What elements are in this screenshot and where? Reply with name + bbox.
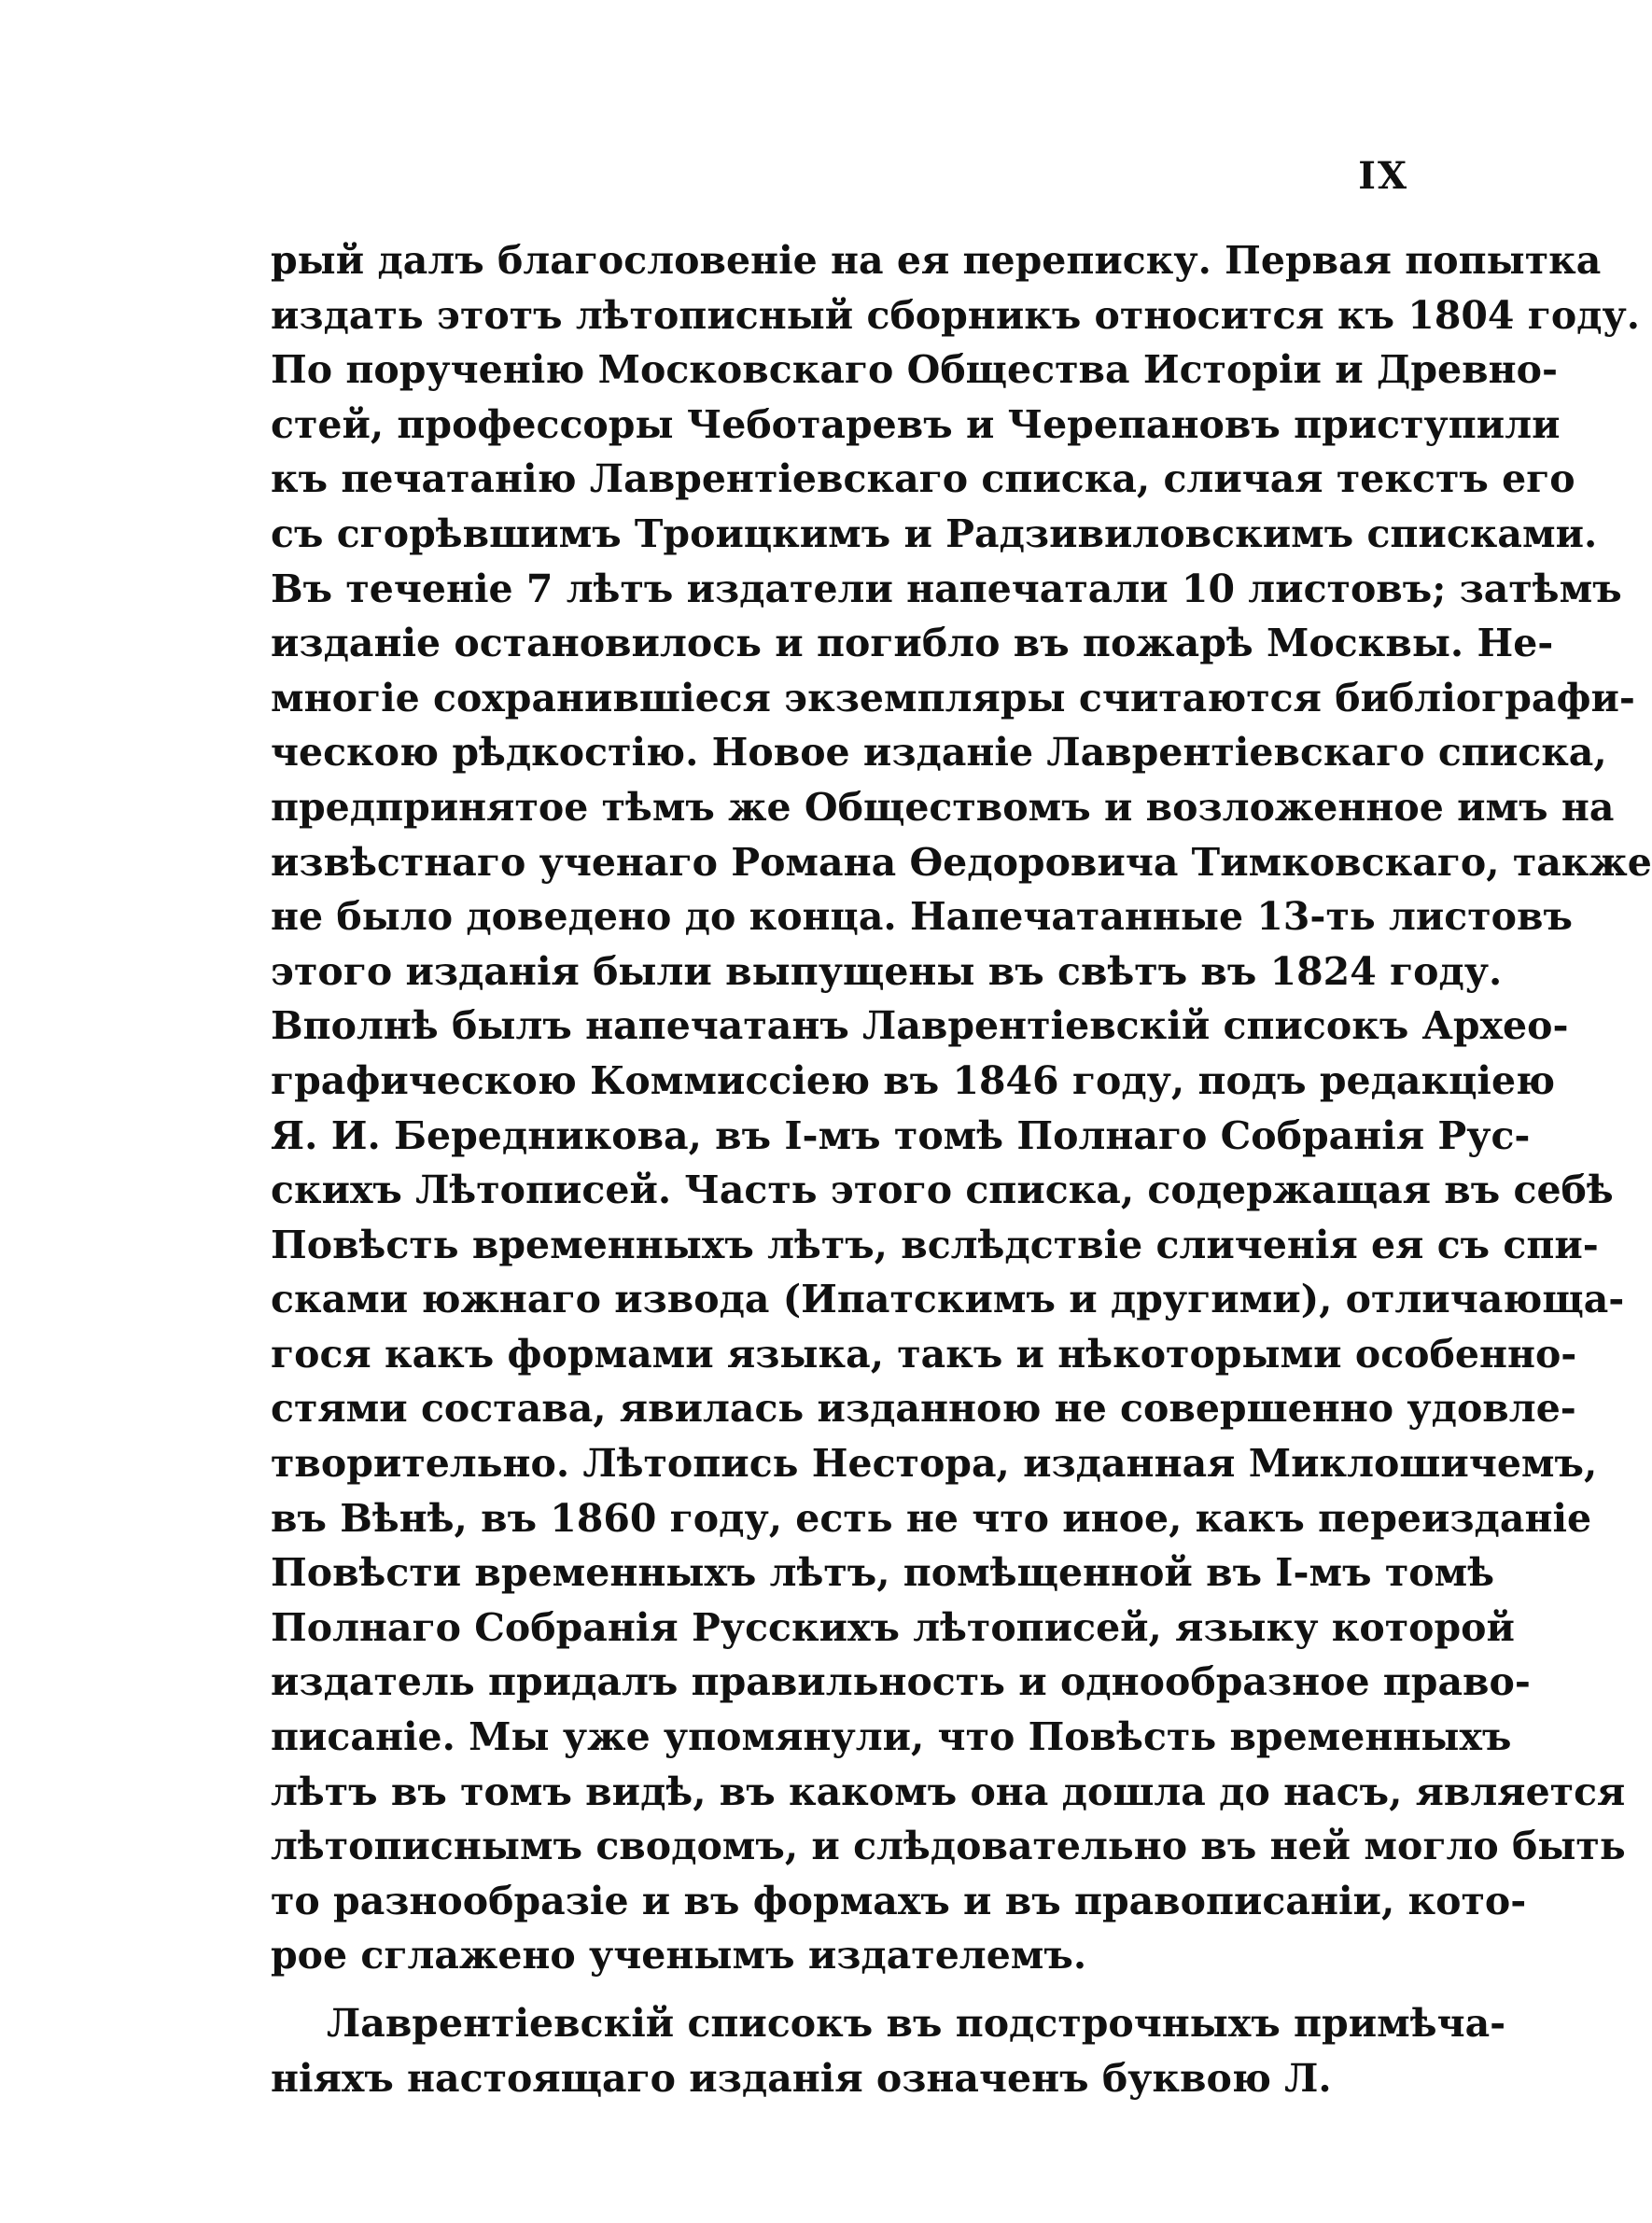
text-line: издать этотъ лѣтописный сборникъ относится къ 1804 году. bbox=[271, 292, 1641, 338]
text-line: стей, профессоры Чеботаревъ и Черепановъ приступили bbox=[271, 401, 1561, 447]
text-line: то разнообразіе и въ формахъ и въ правописаніи, кото- bbox=[271, 1878, 1527, 1923]
text-line: Вполнѣ былъ напечатанъ Лаврентіевскій списокъ Архео- bbox=[271, 1003, 1569, 1049]
text-line: творительно. Лѣтопись Нестора, изданная Миклошичемъ, bbox=[271, 1441, 1598, 1487]
text-line: ніяхъ настоящаго изданія означенъ буквою Л. bbox=[271, 2055, 1332, 2101]
text-line: не было доведено до конца. Напечатанные 13-ть листовъ bbox=[271, 894, 1573, 940]
page-number: IX bbox=[1358, 154, 1408, 198]
text-line: скихъ Лѣтописей. Часть этого списка, содержащая въ себѣ bbox=[271, 1167, 1614, 1213]
text-line: съ сгорѣвшимъ Троицкимъ и Радзивиловскимъ списками. bbox=[271, 510, 1598, 556]
text-line: многіе сохранившіеся экземпляры считаются библіографи- bbox=[271, 675, 1635, 720]
text-line: этого изданія были выпущены въ свѣтъ въ 1824 году. bbox=[271, 948, 1503, 994]
body-text bbox=[271, 233, 1652, 2105]
text-line: графическою Коммиссіею въ 1846 году, подъ редакціею bbox=[271, 1057, 1556, 1103]
text-line: гося какъ формами языка, такъ и нѣкоторыми особенно- bbox=[271, 1331, 1577, 1377]
text-line: стями состава, явилась изданною не совершенно удовле- bbox=[271, 1386, 1576, 1432]
text-line: лѣтъ въ томъ видѣ, въ какомъ она дошла до насъ, является bbox=[271, 1769, 1626, 1814]
text-line: рое сглажено ученымъ издателемъ. bbox=[271, 1933, 1087, 1978]
text-line: въ Вѣнѣ, въ 1860 году, есть не что иное, какъ переизданіе bbox=[271, 1495, 1592, 1541]
text-line: къ печатанію Лаврентіевскаго списка, сличая текстъ его bbox=[271, 456, 1575, 502]
text-line: издатель придалъ правильность и однообразное право- bbox=[271, 1659, 1531, 1705]
text-line: Полнаго Собранія Русскихъ лѣтописей, языку которой bbox=[271, 1604, 1515, 1650]
text-line: извѣстнаго ученаго Романа Ѳедоровича Тимковскаго, также bbox=[271, 839, 1652, 885]
text-line: Въ теченіе 7 лѣтъ издатели напечатали 10 листовъ; затѣмъ bbox=[271, 566, 1622, 611]
text-line: По порученію Московскаго Общества Исторіи и Древно- bbox=[271, 347, 1558, 393]
text-line: предпринятое тѣмъ же Обществомъ и возложенное имъ на bbox=[271, 784, 1615, 830]
paragraph-1 bbox=[271, 233, 1652, 1983]
text-line: лѣтописнымъ сводомъ, и слѣдовательно въ ней могло быть bbox=[271, 1824, 1626, 1869]
text-line: изданіе остановилось и погибло въ пожарѣ Москвы. Не- bbox=[271, 621, 1554, 666]
text-line: писаніе. Мы уже упомянули, что Повѣсть временныхъ bbox=[271, 1714, 1512, 1760]
text-line: рый далъ благословеніе на ея переписку. Первая попытка bbox=[271, 238, 1602, 283]
text-line: Повѣсть временныхъ лѣтъ, вслѣдствіе сличенія ея съ спи- bbox=[271, 1222, 1599, 1267]
text-line: Я. И. Бередникова, въ І-мъ томѣ Полнаго Собранія Рус- bbox=[271, 1112, 1531, 1158]
text-line: Повѣсти временныхъ лѣтъ, помѣщенной въ І-мъ томѣ bbox=[271, 1550, 1495, 1596]
paragraph-spacer bbox=[271, 1983, 1419, 1996]
paragraph-2 bbox=[271, 1996, 1506, 2105]
text-line: сками южнаго извода (Ипатскимъ и другими), отличающа- bbox=[271, 1277, 1625, 1322]
text-line: ческою рѣдкостію. Новое изданіе Лаврентіевскаго списка, bbox=[271, 730, 1607, 776]
text-line: Лаврентіевскій списокъ въ подстрочныхъ примѣча- bbox=[327, 2001, 1506, 2046]
